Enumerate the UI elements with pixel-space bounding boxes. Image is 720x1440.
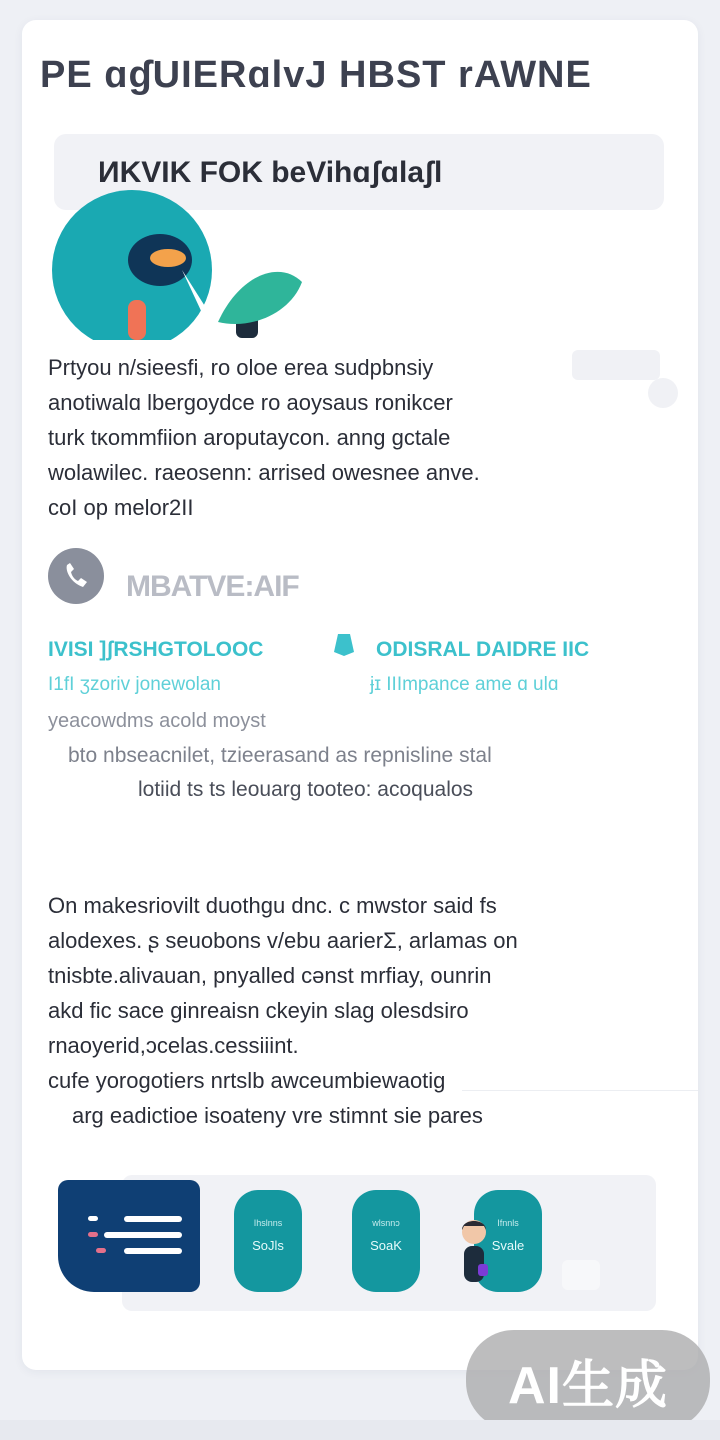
body-line: rnaoyerid,ɔcelas.cessiiint. bbox=[48, 1033, 299, 1058]
intro-line: Prtyou n/sieesfi, ro oloe erea sudpbnsiy bbox=[48, 355, 434, 380]
body-line: akd fic sace ginreaisn ckeyin slag olesdsiro bbox=[48, 998, 469, 1023]
intro-line: wolawilec. raeosenn: arrised owesnee anve. bbox=[48, 460, 480, 485]
feature-note-line: lotiid ts ts leouarg tooteo: acoqualos bbox=[138, 778, 474, 801]
list-bullet bbox=[88, 1232, 98, 1237]
app-tile-1[interactable] bbox=[234, 1190, 302, 1292]
feature-col1-title: IVISI ]ʃRSHGTOLOOC bbox=[48, 638, 264, 661]
intro-line: anotiwalɑ lbergoydce ro aoysaus ronikcer bbox=[48, 390, 453, 415]
app-tile-caption: Ihslnns bbox=[253, 1218, 283, 1228]
app-tile-label: Svale bbox=[491, 1238, 525, 1253]
list-bullet bbox=[96, 1248, 106, 1253]
feature-heading: MBATVE:AIF bbox=[126, 570, 299, 603]
body-paragraph bbox=[48, 888, 668, 1133]
app-tile-label: SoaK bbox=[370, 1238, 402, 1253]
avatar bbox=[458, 1216, 490, 1288]
intro-paragraph bbox=[48, 350, 608, 525]
placeholder-dot bbox=[648, 378, 678, 408]
list-bullet bbox=[88, 1216, 98, 1221]
list-line bbox=[104, 1232, 182, 1238]
main-card bbox=[22, 20, 698, 1370]
ai-generated-badge: AI生成 bbox=[466, 1330, 710, 1430]
feature-col2-title: ODISRAL DAIDRE IIC bbox=[376, 638, 590, 661]
divider bbox=[462, 1090, 698, 1091]
body-line: tnisbte.alivauan, pnyalled cənst mrfiay, ounrin bbox=[48, 963, 492, 988]
drop-icon bbox=[332, 632, 356, 658]
hero-illustration bbox=[50, 190, 310, 340]
subtitle-text: ИKVIK FOK beVihɑʃɑlaʃl bbox=[98, 156, 443, 189]
app-tile-2[interactable] bbox=[352, 1190, 420, 1292]
intro-line: coI op melor2II bbox=[48, 495, 194, 520]
list-line bbox=[124, 1216, 182, 1222]
list-line bbox=[124, 1248, 182, 1254]
feature-col1-sub: I1fI ʒzoriv jonewolan bbox=[48, 674, 221, 695]
app-tile-label: SoJls bbox=[252, 1238, 284, 1253]
body-line: cufe yorogotiers nrtslb awceumbiewaotig bbox=[48, 1068, 446, 1093]
page-title: PE ɑɠUIERɑlvJ HBST rAWNE bbox=[40, 54, 592, 96]
body-line: On makesriovilt duothgu dnc. c mwstor said fs bbox=[48, 893, 497, 918]
app-tile-caption: wlsnnɔ bbox=[372, 1218, 400, 1228]
app-tile-caption: Ifnnls bbox=[497, 1218, 519, 1228]
placeholder-block bbox=[562, 1260, 600, 1290]
feature-note-line: yeacowdms acold moyst bbox=[48, 710, 266, 732]
phone-icon bbox=[48, 548, 104, 604]
body-line: arg eadictioe isoateny vre stimnt sie pares bbox=[72, 1103, 483, 1128]
intro-line: turk tκommfiion aroputaycon. anng gctale bbox=[48, 425, 451, 450]
bottom-band bbox=[0, 1420, 720, 1440]
menu-app-tile[interactable] bbox=[58, 1180, 200, 1292]
feature-col2-sub: ɉɪ IIImpance ame ɑ ulɑ bbox=[370, 674, 559, 695]
feature-note-line: bto nbseacnilet, tzieerasand as repnisline stal bbox=[68, 744, 492, 767]
body-line: alodexes. ʂ seuobons v/ebu aarierΣ, arlamas on bbox=[48, 928, 518, 953]
